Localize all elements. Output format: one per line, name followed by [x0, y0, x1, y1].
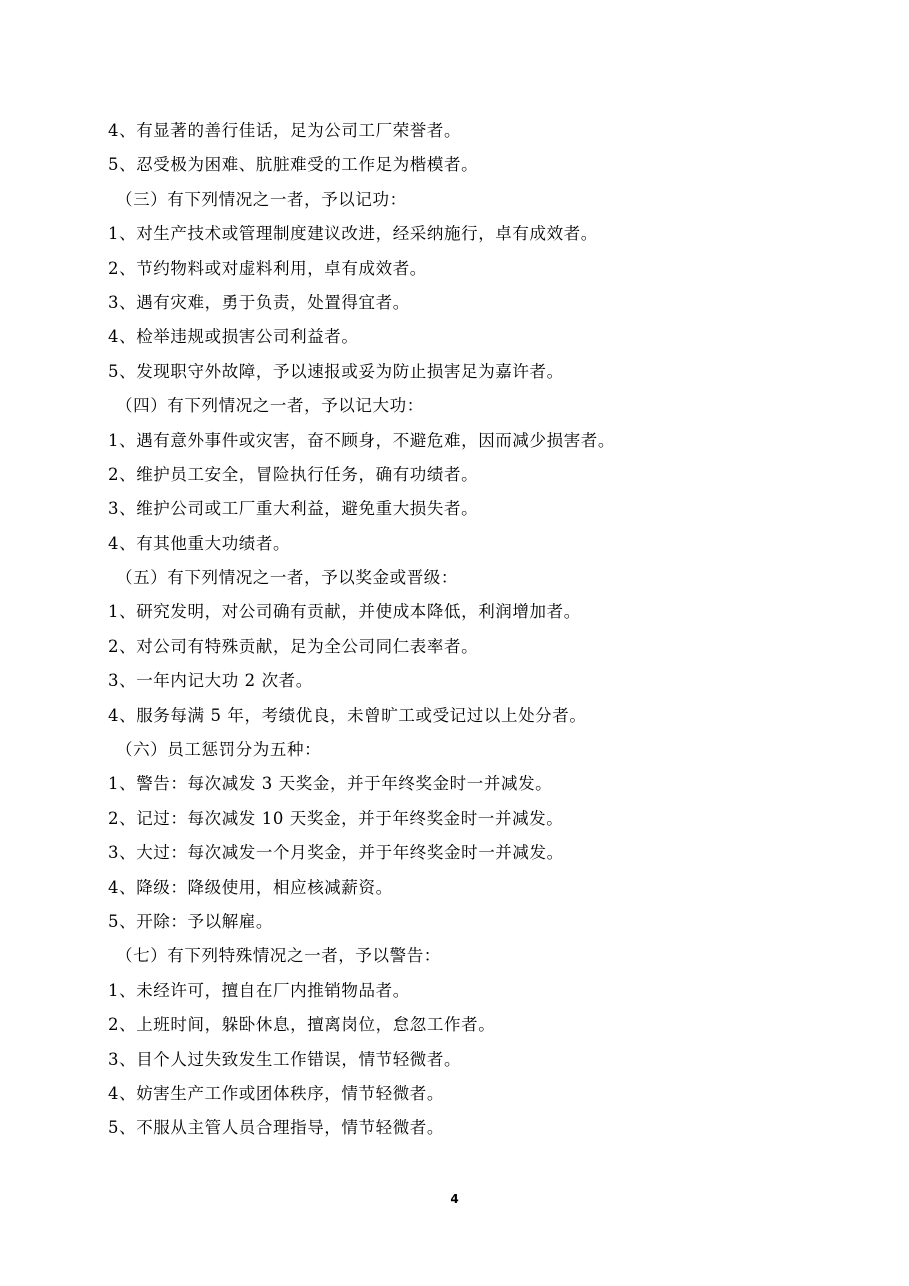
list-item: 5、发现职守外故障，予以速报或妥为防止损害足为嘉许者。 — [108, 361, 564, 381]
list-item: 1、未经许可，擅自在厂内推销物品者。 — [108, 980, 410, 1000]
document-body — [108, 114, 808, 1146]
list-item: 2、对公司有特殊贡献，足为全公司同仁表率者。 — [108, 636, 479, 656]
list-item: 3、一年内记大功 2 次者。 — [108, 671, 313, 691]
list-item: 5、忍受极为困难、肮脏难受的工作足为楷模者。 — [108, 155, 479, 175]
list-item: 1、研究发明，对公司确有贡献，并使成本降低，利润增加者。 — [108, 602, 581, 622]
list-item: 4、检举违规或损害公司利益者。 — [108, 327, 359, 347]
list-item: 2、记过：每次减发 10 天奖金，并于年终奖金时一并减发。 — [108, 808, 564, 828]
list-item: 1、警告：每次减发 3 天奖金，并于年终奖金时一并减发。 — [108, 774, 553, 794]
list-item: 3、大过：每次减发一个月奖金，并于年终奖金时一并减发。 — [108, 843, 564, 863]
list-item: 4、有其他重大功绩者。 — [108, 533, 291, 553]
list-item: 2、上班时间，躲卧休息，擅离岗位，怠忽工作者。 — [108, 1015, 496, 1035]
list-item: 2、节约物料或对虚料利用，卓有成效者。 — [108, 258, 427, 278]
list-item: 1、遇有意外事件或灾害，奋不顾身，不避危难，因而减少损害者。 — [108, 430, 615, 450]
list-item: 4、妨害生产工作或团体秩序，情节轻微者。 — [108, 1083, 444, 1103]
list-item: 2、维护员工安全，冒险执行任务，确有功绩者。 — [108, 464, 479, 484]
list-item: 4、有显著的善行佳话，足为公司工厂荣誉者。 — [108, 121, 462, 140]
section-heading: （五）有下列情况之一者，予以奖金或晋级： — [116, 568, 458, 588]
list-item: 5、开除：予以解雇。 — [108, 911, 273, 931]
page-number: 4 — [450, 1192, 459, 1206]
list-item: 3、目个人过失致发生工作错误，情节轻微者。 — [108, 1049, 462, 1069]
list-item: 3、维护公司或工厂重大利益，避免重大损失者。 — [108, 499, 479, 519]
section-heading: （四）有下列情况之一者，予以记大功： — [116, 396, 424, 416]
list-item: 4、降级：降级使用，相应核减薪资。 — [108, 877, 393, 897]
list-item: 4、服务每满 5 年，考绩优良，未曾旷工或受记过以上处分者。 — [108, 705, 587, 725]
section-heading: （七）有下列特殊情况之一者，予以警告： — [116, 946, 441, 966]
list-item: 3、遇有灾难，勇于负责，处置得宜者。 — [108, 292, 410, 312]
section-heading: （三）有下列情况之一者，予以记功： — [116, 189, 407, 209]
section-heading: （六）员工惩罚分为五种： — [116, 740, 322, 760]
list-item: 5、不服从主管人员合理指导，情节轻微者。 — [108, 1118, 444, 1138]
list-item: 1、对生产技术或管理制度建议改进，经采纳施行，卓有成效者。 — [108, 224, 598, 244]
